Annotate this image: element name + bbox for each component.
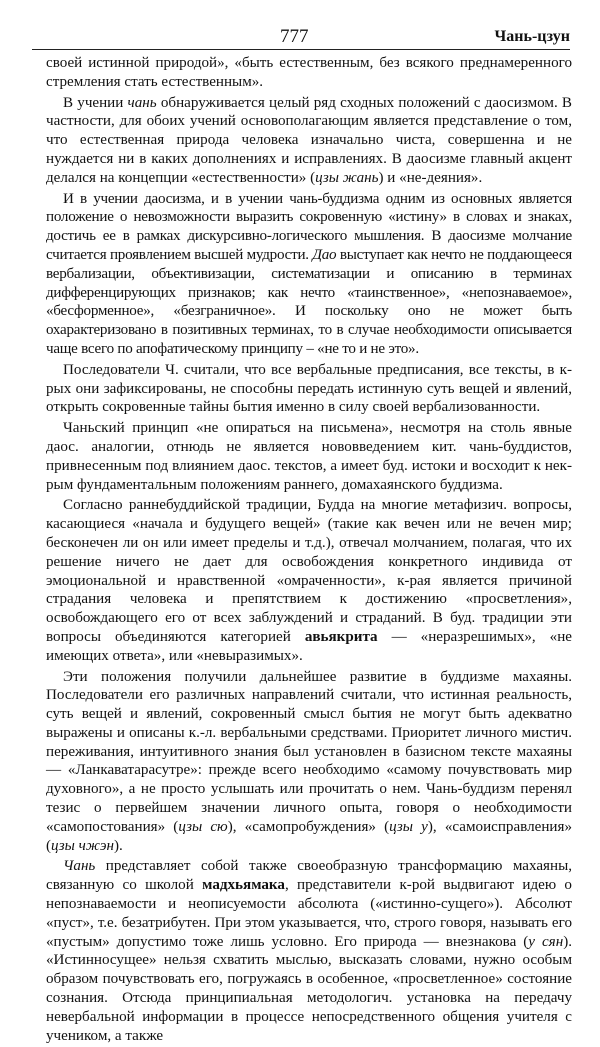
paragraph xyxy=(46,94,572,188)
paragraph xyxy=(46,190,572,359)
italic-term: у сян xyxy=(528,933,564,950)
text-run: ), «самоисправления» ( xyxy=(46,818,572,854)
page-header xyxy=(0,26,600,48)
text-run: Согласно раннебуддийской традиции, Будда на многие метафизич. вопросы, касающиеся «начала и будущего вещей» (такие как вечен или не вечен мир; бесконечен ли он или имеет пределы и т.д.), отвечал молчанием, полагая, что их решение ничего не дает для освобождения конкретного индивида от эмоциональной и нравственной «омраченности», к-рая является причиной страдания человека и препятствием к достижению «просветления», освобождающего его от всех заблуждений и страданий. В буд. традиции эти вопросы объединяются категорией xyxy=(46,497,572,645)
italic-term: цзы сю xyxy=(178,818,228,835)
text-run: — «неразрешимых», «не имеющих ответа», или «невыразимых». xyxy=(46,628,572,664)
text-run: своей истинной природой», «быть естественным, без всякого преднамеренного стремления стать естественным». xyxy=(46,55,572,90)
italic-term: цзы чжэн xyxy=(51,837,115,854)
running-title: Чань-цзун xyxy=(494,28,570,45)
text-run: Чаньский принцип «не опираться на письмена», несмотря на столь явные даос. аналогии, отнюдь не является нововведением кит. чань-буддистов, привнесенным под влиянием даос. текстов, а имеет буд. истоки и восходит к нек-рым фундаментальным положениям раннего, домахаянского буддизма. xyxy=(46,420,572,493)
text-run: обнаруживается целый ряд сходных положений с даосизмом. В частности, для обоих учений основополагающим является представление о том, что естественная природа человека изначально чиста, совершенна и не нуждается ни в каких дополнениях и исправлениях. В даосизме главный акцент делался на концепции «естественности» ( xyxy=(46,94,572,186)
text-run: Последователи Ч. считали, что все вербальные предписания, все тексты, в к-рых они зафиксированы, не способны передать истинную суть вещей и явлений, открыть сокровенные тайны бытия именно в силу своей вербализованности. xyxy=(46,361,572,416)
paragraph xyxy=(46,361,572,417)
text-run: И в учении даосизма, и в учении чань-буддизма одним из основных является положение о невозможности выразить сокровенную «истину» в словах и знаках, достичь ее в рамках дискурсивно-логического мышления. В даосизме молчание считается проявлением высшей мудрости. xyxy=(46,190,572,263)
text-run: ), «самопробуждения» ( xyxy=(227,818,390,835)
text-run: Эти положения получили дальнейшее развитие в буддизме махаяны. Последователи его различных направлений считали, что истинная реальность, суть вещей и явлений, сокровенный смысл бытия не могут быть адекватно выражены и описаны к.-л. вербальными средствами. Приоритет личного мистич. переживания, интуитивного знания был установлен в базисном тексте махаяны — «Ланкаватарасутре»: прежде всего необходимо «самому почувствовать мир духовного», а не просто услышать или прочитать о нем. Чань-буддизм перенял тезис о первейшем значении личного опыта, говоря о необходимости «самопостования» ( xyxy=(46,668,572,835)
paragraph xyxy=(46,668,572,856)
italic-term: чань xyxy=(127,94,157,111)
italic-term: цзы у xyxy=(389,818,428,835)
text-run: ). xyxy=(114,837,123,854)
text-run: , представители к-рой выдвигают идею о непознаваемости и неописуемости абсолюта («истинно-сущего»). Абсолют «пуст», т.е. безатрибутен. При этом указывается, что, строго говоря, называть его «пустым» допустимо тоже лишь условно. Его природа — внезнакова ( xyxy=(46,877,572,950)
italic-term: Дао xyxy=(312,246,337,263)
paragraph xyxy=(46,496,572,665)
text-run: ) и «не-деяния». xyxy=(378,169,483,186)
paragraph xyxy=(46,419,572,494)
paragraph xyxy=(46,54,572,92)
article-body xyxy=(46,54,572,1047)
italic-term: цзы жань xyxy=(315,169,379,186)
text-run: выступает как нечто не поддающееся вербализации, объективизации, систематизации и описанию в терминах дифференцирующих признаков; как нечто «таинственное», «непознаваемое», «бесформенное», «безграничное». И поскольку оно не может быть охарактеризовано в позитивных терминах, то в случае необходимости описывается чаще всего по апофатическому принципу – «не то и не это». xyxy=(46,246,572,357)
bold-term: авьякрита xyxy=(304,628,378,645)
header-rule xyxy=(32,49,570,50)
paragraph xyxy=(46,857,572,1045)
italic-term: Чань xyxy=(63,858,96,875)
bold-term: мадхьямака xyxy=(202,877,285,894)
text-run: представляет собой также своеобразную трансформацию махаяны, связанную со школой xyxy=(46,858,572,894)
text-run: В учении xyxy=(63,94,128,111)
page-number: 777 xyxy=(280,26,309,47)
text-run: ). «Истинносущее» нельзя схватить мыслью, высказать словами, нужно особым образом почувствовать его, погружаясь в особенное, «просветленное» состояние сознания. Отсюда принципиальная методологич. установка на передачу невербальной информации в процессе непосредственного общения учителя с учеником, а также xyxy=(46,933,572,1044)
